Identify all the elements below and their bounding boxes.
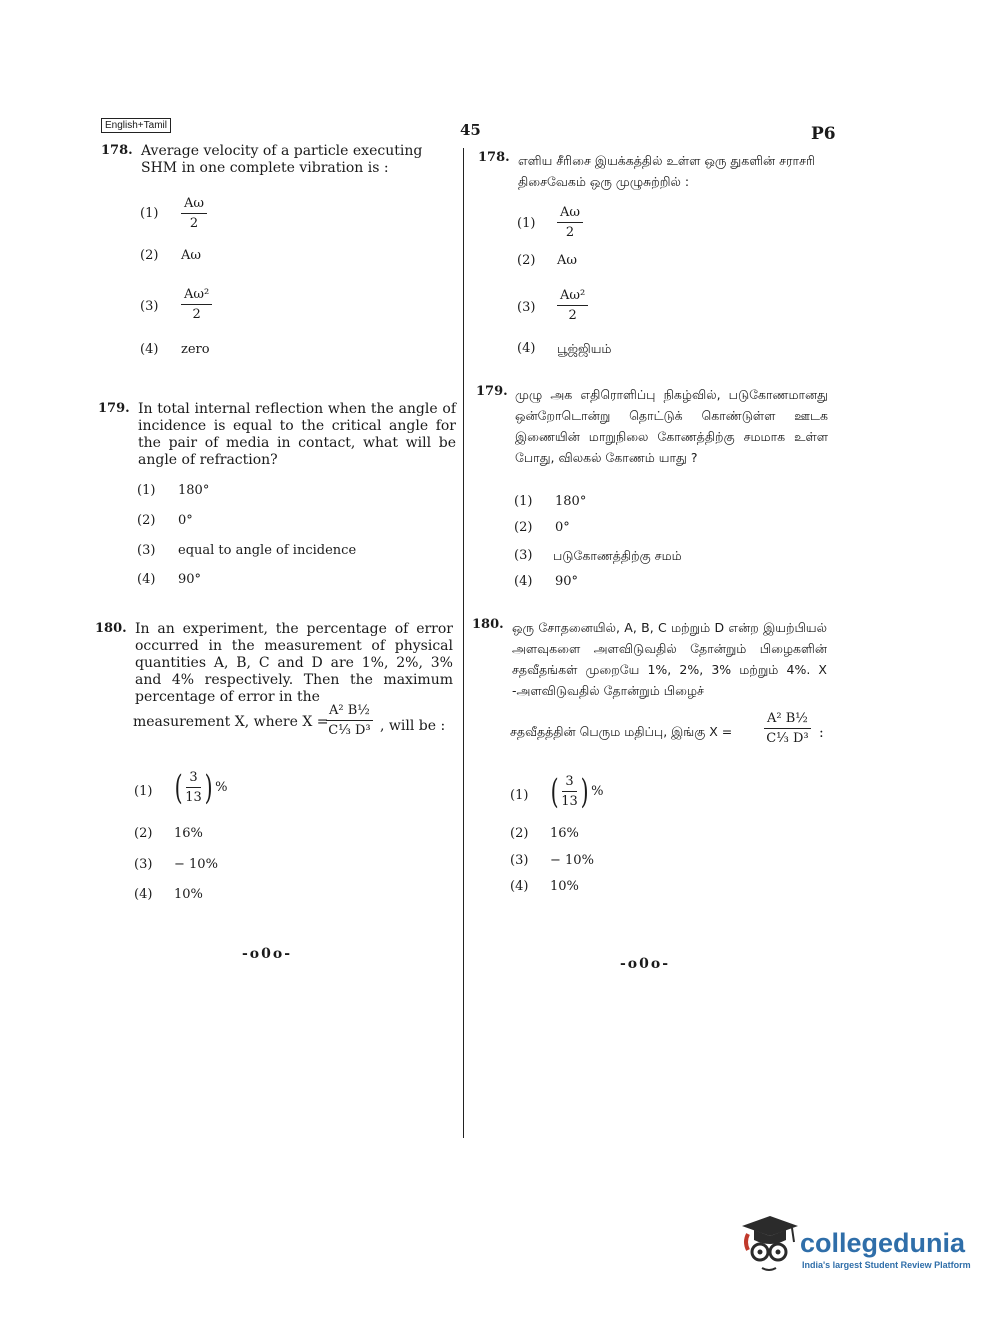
collegedunia-logo-icon xyxy=(740,1212,802,1278)
option-label: (3) xyxy=(510,853,529,868)
formula-prefix: measurement X, where X = xyxy=(133,714,329,730)
formula-fraction xyxy=(764,711,811,746)
option-label: (1) xyxy=(134,784,153,799)
question-number: 180. xyxy=(472,617,504,632)
option-value: 90° xyxy=(178,572,202,587)
formula-prefix: சதவீதத்தின் பெரும மதிப்பு, இங்கு X = xyxy=(510,724,733,739)
fraction-denominator: 2 xyxy=(565,225,575,240)
option-label: (4) xyxy=(140,342,159,357)
option-fraction xyxy=(181,196,207,231)
fraction-numerator: Aω xyxy=(181,196,207,214)
option-value: 0° xyxy=(178,513,193,528)
option-value: 0° xyxy=(555,520,570,535)
option-value: zero xyxy=(181,342,210,357)
question-number: 178. xyxy=(478,150,510,165)
option-value: 10% xyxy=(174,887,203,902)
option-label: (2) xyxy=(510,826,529,841)
option-label: (2) xyxy=(140,248,159,263)
fraction-numerator: Aω² xyxy=(181,287,212,305)
option-value: 10% xyxy=(550,879,579,894)
question-text: ஒரு சோதனையில், A, B, C மற்றும் D என்ற இயற்பியல் அளவுகளை அளவிடுவதில் தோன்றும் பிழைகளின் சதவீதங்கள் முறையே 1%, 2%, 3% மற்றும் 4%. X -அளவிடுவதில் தோன்றும் பிழைச் xyxy=(512,620,827,698)
question-text: In total internal reflection when the angle of incidence is equal to the critical angle for the pair of media in contact, what will be angle of refraction? xyxy=(138,401,456,468)
question-text: முழு அக எதிரொளிப்பு நிகழ்வில், படுகோணமானது ஒன்றோடொன்று தொட்டுக் கொண்டுள்ள ஊடக இணையின் மாறுநிலை கோணத்திற்கு சமமாக உள்ள போது, விலகல் கோணம் யாது ? xyxy=(515,387,828,465)
option-label: (1) xyxy=(510,788,529,803)
page-number: 45 xyxy=(460,121,481,139)
option-label: (1) xyxy=(137,483,156,498)
formula-fraction xyxy=(326,703,373,738)
fraction-denominator: 2 xyxy=(189,216,199,231)
formula-suffix: , will be : xyxy=(380,718,446,734)
formula-suffix: : xyxy=(819,725,824,741)
option-label: (3) xyxy=(137,543,156,558)
option-value: படுகோணத்திற்கு சமம் xyxy=(553,548,682,563)
option-label: (1) xyxy=(140,206,159,221)
option-label: (4) xyxy=(134,887,153,902)
question-number: 178. xyxy=(101,143,133,158)
option-value: Aω xyxy=(181,248,201,263)
right-paren: ) xyxy=(580,771,589,812)
left-paren: ( xyxy=(550,771,559,812)
option-fraction xyxy=(181,287,212,322)
option-value: Aω xyxy=(557,253,577,268)
right-paren: ) xyxy=(204,767,213,808)
option-label: (2) xyxy=(517,253,536,268)
column-divider xyxy=(463,148,464,1138)
fraction-denominator: 2 xyxy=(192,307,201,322)
question-text: In an experiment, the percentage of error occurred in the measurement of physical quantities A, B, C and D are 1%, 2%, 3% and 4% respectively. Then the maximum percentage of error in the xyxy=(135,621,453,705)
option-fraction xyxy=(557,288,588,323)
option-fraction xyxy=(185,770,202,805)
option-value: 16% xyxy=(550,826,579,841)
question-number: 179. xyxy=(476,384,508,399)
option-label: (2) xyxy=(514,520,533,535)
option-label: (1) xyxy=(514,494,533,509)
question-number: 180. xyxy=(95,621,127,636)
fraction-numerator: Aω xyxy=(557,205,583,223)
fraction-numerator: Aω² xyxy=(557,288,588,306)
fraction-denominator: C⅓ D³ xyxy=(766,731,809,746)
percent-suffix: % xyxy=(215,780,228,795)
end-mark: -o0o- xyxy=(242,946,293,962)
option-label: (4) xyxy=(514,574,533,589)
option-label: (3) xyxy=(134,857,153,872)
fraction-denominator: C⅓ D³ xyxy=(328,723,371,738)
option-fraction xyxy=(557,205,583,240)
logo-tagline: India's largest Student Review Platform xyxy=(802,1260,971,1270)
option-label: (3) xyxy=(140,299,159,314)
option-value: equal to angle of incidence xyxy=(178,543,357,558)
option-label: (4) xyxy=(137,572,156,587)
option-bracket-fraction xyxy=(548,771,604,812)
option-value: 16% xyxy=(174,826,203,841)
option-bracket-fraction xyxy=(172,767,228,808)
fraction-numerator: 3 xyxy=(186,770,200,788)
logo-wordmark: collegedunia xyxy=(800,1228,966,1258)
option-value: 180° xyxy=(178,483,210,498)
option-fraction xyxy=(561,774,578,809)
option-value: பூஜ்ஜியம் xyxy=(557,341,612,356)
question-number: 179. xyxy=(98,401,130,416)
fraction-denominator: 13 xyxy=(185,790,202,805)
fraction-denominator: 2 xyxy=(568,308,577,323)
left-paren: ( xyxy=(174,767,183,808)
fraction-denominator: 13 xyxy=(561,794,578,809)
end-mark: -o0o- xyxy=(620,956,671,972)
option-label: (3) xyxy=(517,300,536,315)
option-value: − 10% xyxy=(550,853,594,868)
option-value: 90° xyxy=(555,574,579,589)
percent-suffix: % xyxy=(591,784,604,799)
question-text: Average velocity of a particle executing SHM in one complete vibration is : xyxy=(141,143,423,176)
fraction-numerator: A² B½ xyxy=(764,711,811,729)
option-value: 180° xyxy=(555,494,587,509)
page-code: P6 xyxy=(811,124,836,144)
option-label: (1) xyxy=(517,216,536,231)
option-label: (2) xyxy=(134,826,153,841)
option-label: (2) xyxy=(137,513,156,528)
option-label: (4) xyxy=(517,341,536,356)
language-badge: English+Tamil xyxy=(101,118,171,133)
fraction-numerator: 3 xyxy=(562,774,576,792)
option-label: (3) xyxy=(514,548,533,563)
option-value: − 10% xyxy=(174,857,218,872)
option-label: (4) xyxy=(510,879,529,894)
fraction-numerator: A² B½ xyxy=(326,703,373,721)
question-text-formula-line xyxy=(133,714,328,731)
question-text: எளிய சீரிசை இயக்கத்தில் உள்ள ஒரு துகளின் சராசரி திசைவேகம் ஒரு முழுசுற்றில் : xyxy=(518,153,815,189)
